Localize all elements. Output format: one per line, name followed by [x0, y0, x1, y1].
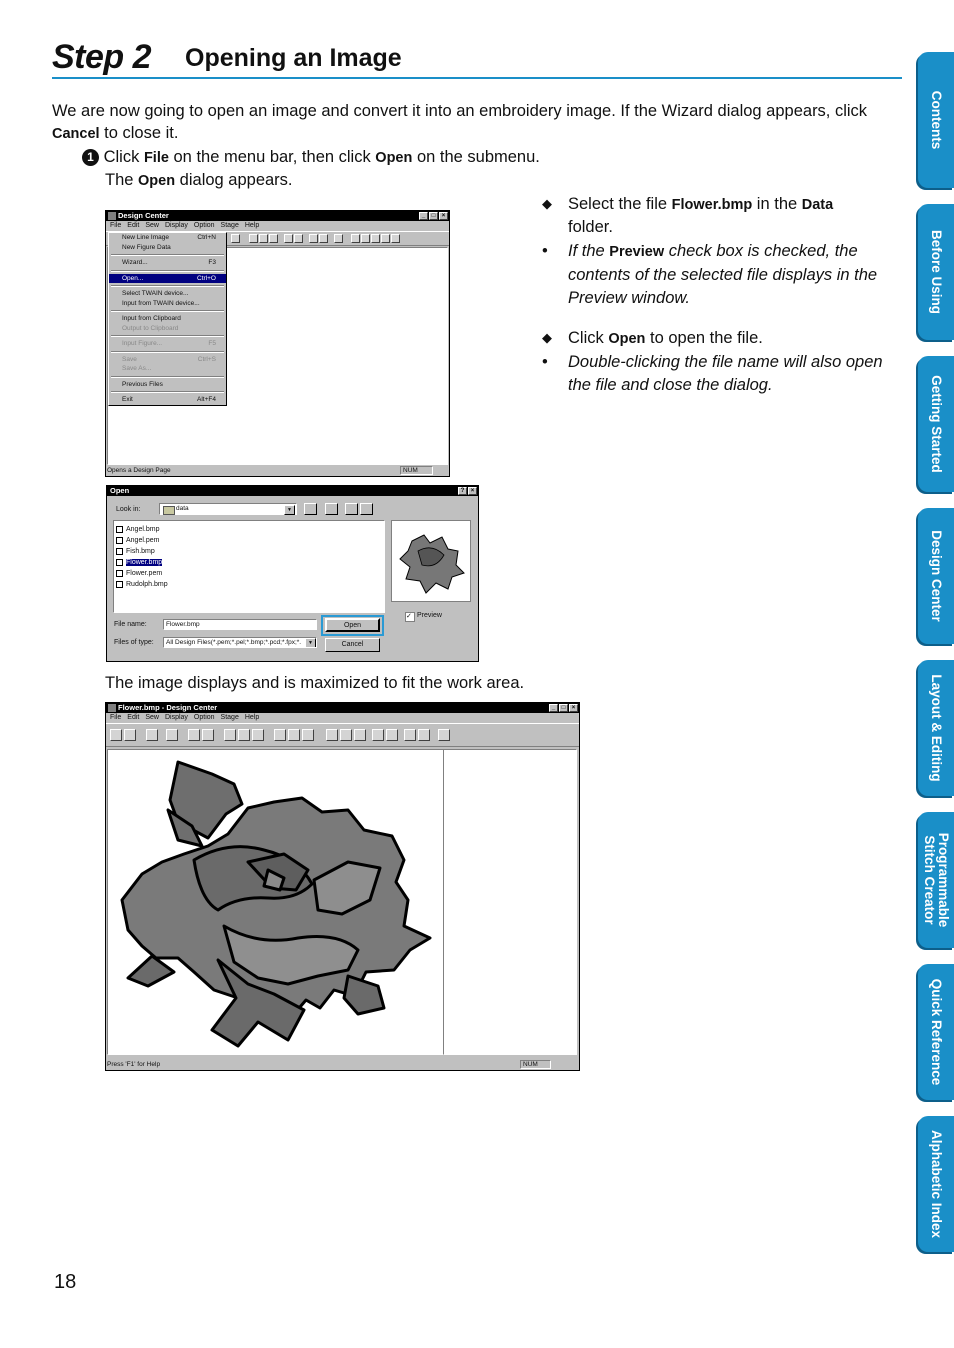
tool-button[interactable]	[231, 234, 240, 243]
menu-separator	[111, 310, 224, 312]
window-title: Flower.bmp - Design Center	[118, 703, 218, 712]
tool-button[interactable]	[110, 729, 122, 741]
tool-button[interactable]	[284, 234, 293, 243]
file-icon	[116, 537, 123, 544]
chevron-down-icon[interactable]: ▼	[284, 505, 295, 515]
chevron-down-icon[interactable]: ▼	[305, 638, 316, 648]
details-view-button[interactable]	[360, 503, 373, 515]
menu-item[interactable]: Previous Files	[122, 380, 163, 388]
menu-separator	[111, 376, 224, 378]
num-indicator: NUM	[400, 466, 433, 475]
flower-design-window	[105, 702, 580, 1071]
look-in-label: Look in:	[116, 506, 141, 513]
side-panel	[443, 749, 577, 1055]
menu-option[interactable]: Option	[193, 714, 215, 721]
open-dialog	[106, 485, 479, 662]
step-number-badge: 1	[82, 149, 99, 166]
file-list	[113, 520, 385, 613]
menu-item[interactable]: New Figure Data	[122, 243, 171, 251]
tool-button[interactable]	[386, 729, 398, 741]
menu-item: Output to Clipboard	[122, 324, 179, 332]
menu-item[interactable]: Open... Ctrl+O	[109, 274, 226, 284]
menu-item: Save Ctrl+S	[122, 355, 216, 363]
file-list-item[interactable]: Angel.bmp	[114, 524, 384, 535]
dialog-titlebar	[107, 486, 478, 496]
up-one-level-button[interactable]	[304, 503, 317, 515]
rose-image	[108, 750, 443, 1054]
file-list-item[interactable]: Flower.pem	[114, 568, 384, 579]
num-indicator: NUM	[520, 1060, 551, 1069]
menu-display[interactable]: Display	[164, 714, 188, 721]
menu-edit[interactable]: Edit	[127, 714, 140, 721]
file-list-item[interactable]: Fish.bmp	[114, 546, 384, 557]
minimize-button[interactable]: _	[419, 212, 428, 220]
menu-stage[interactable]: Stage	[220, 222, 239, 229]
tool-button[interactable]	[274, 729, 286, 741]
page-number: 18	[54, 1271, 77, 1293]
menu-item: Input Figure... F5	[122, 340, 216, 347]
new-folder-button[interactable]	[325, 503, 338, 515]
open-button[interactable]: Open	[325, 618, 380, 632]
note-click-open: ◆ Click Open to open the file.	[542, 329, 763, 347]
window-title: Design Center	[118, 211, 169, 220]
tool-button[interactable]	[319, 234, 328, 243]
window-titlebar	[106, 703, 579, 713]
note-double-click: • Double-clicking the file name will also open the file and close the dialog.	[542, 353, 883, 394]
menu-display[interactable]: Display	[164, 222, 188, 229]
minimize-button[interactable]: _	[549, 704, 558, 712]
menu-help[interactable]: Help	[244, 222, 260, 229]
tool-button[interactable]	[391, 234, 400, 243]
diamond-bullet-icon: ◆	[542, 330, 552, 345]
menu-item[interactable]: Select TWAIN device...	[122, 290, 189, 297]
file-list-item[interactable]: Rudolph.bmp	[114, 579, 384, 590]
tool-button[interactable]	[238, 729, 250, 741]
status-bar: Opens a Design Page NUM	[107, 466, 448, 475]
menu-help[interactable]: Help	[244, 714, 260, 721]
menu-sew[interactable]: Sew	[145, 222, 159, 229]
window-titlebar	[106, 211, 449, 221]
file-list-item[interactable]: Flower.bmp	[114, 557, 384, 568]
dialog-title: Open	[110, 486, 130, 495]
tool-button[interactable]	[438, 729, 450, 741]
tool-button[interactable]	[269, 234, 278, 243]
tool-button[interactable]	[288, 729, 300, 741]
preview-checkbox[interactable]: ✓	[405, 612, 415, 622]
tab-quick-reference[interactable]: Quick Reference	[918, 964, 954, 1100]
tool-button[interactable]	[249, 234, 258, 243]
look-in-select[interactable]: data ▼	[159, 503, 297, 515]
tool-button[interactable]	[294, 234, 303, 243]
menu-bar	[106, 713, 579, 723]
page-title: Opening an Image	[185, 44, 402, 72]
status-bar: Press 'F1' for Help NUM	[107, 1060, 578, 1069]
file-name-input[interactable]: Flower.bmp	[163, 619, 317, 630]
tool-button[interactable]	[361, 234, 370, 243]
tool-button[interactable]	[372, 729, 384, 741]
tool-button[interactable]	[354, 729, 366, 741]
tool-button[interactable]	[124, 729, 136, 741]
tool-button[interactable]	[146, 729, 158, 741]
menu-separator	[111, 391, 224, 393]
menu-stage[interactable]: Stage	[220, 714, 239, 721]
folder-icon	[163, 506, 175, 515]
menu-separator	[111, 270, 224, 272]
menu-item: Save As...	[122, 365, 152, 372]
help-button[interactable]: ?	[458, 487, 467, 495]
file-name-label: File name:	[114, 621, 147, 628]
tool-button[interactable]	[302, 729, 314, 741]
design-center-window	[105, 210, 450, 477]
menu-item[interactable]: New Line Image Ctrl+N	[122, 234, 216, 241]
intro-paragraph: We are now going to open an image and convert it into an embroidery image. If the Wizard dialog appears, click Cancel to close it.	[52, 102, 868, 142]
maximize-button[interactable]: □	[559, 704, 568, 712]
tool-button[interactable]	[259, 234, 268, 243]
menu-item[interactable]: Input from TWAIN device...	[122, 299, 200, 307]
menu-bar	[106, 221, 449, 231]
image-area	[107, 749, 444, 1055]
image-caption: The image displays and is maximized to fit the work area.	[105, 674, 525, 692]
tool-button[interactable]	[381, 234, 390, 243]
close-button[interactable]: ×	[468, 487, 477, 495]
file-type-label: Files of type:	[114, 639, 154, 646]
step-1-result: The Open dialog appears.	[105, 171, 293, 189]
file-icon	[116, 548, 123, 555]
tab-alphabetic-index[interactable]: Alphabetic Index	[918, 1116, 954, 1252]
tool-button[interactable]	[404, 729, 416, 741]
menu-sew[interactable]: Sew	[145, 714, 159, 721]
tool-button[interactable]	[340, 729, 352, 741]
file-type-select[interactable]: All Design Files(*.pem;*.pel;*.bmp;*.pcd;*.fpx;*. ▼	[163, 637, 317, 648]
tab-programmable-stitch-creator[interactable]: Programmable Stitch Creator	[918, 812, 954, 948]
file-list-item[interactable]: Angel.pem	[114, 535, 384, 546]
file-icon	[116, 526, 123, 533]
file-menu-dropdown	[108, 232, 227, 406]
menu-option[interactable]: Option	[193, 222, 215, 229]
tab-before-using[interactable]: Before Using	[918, 204, 954, 340]
rose-preview-image	[392, 521, 470, 601]
preview-label: Preview	[417, 612, 442, 619]
maximize-button[interactable]: □	[429, 212, 438, 220]
menu-separator	[111, 335, 224, 337]
diamond-bullet-icon: ◆	[542, 196, 552, 211]
step-1: 1 Click File on the menu bar, then click Open on the submenu.	[82, 146, 862, 169]
tool-button[interactable]	[202, 729, 214, 741]
list-view-button[interactable]	[345, 503, 358, 515]
heading-rule	[52, 77, 902, 79]
menu-separator	[111, 351, 224, 353]
file-icon	[116, 570, 123, 577]
tab-layout-editing[interactable]: Layout & Editing	[918, 660, 954, 796]
tool-button[interactable]	[326, 729, 338, 741]
tab-getting-started[interactable]: Getting Started	[918, 356, 954, 492]
tab-contents[interactable]: Contents	[918, 52, 954, 188]
tab-design-center[interactable]: Design Center	[918, 508, 954, 644]
app-icon	[108, 704, 116, 712]
cancel-button[interactable]: Cancel	[325, 638, 380, 652]
toolbar	[106, 723, 579, 747]
menu-item[interactable]: Input from Clipboard	[122, 315, 181, 322]
menu-separator	[111, 254, 224, 256]
tool-button[interactable]	[166, 729, 178, 741]
dot-bullet-icon: •	[542, 242, 548, 260]
tool-button[interactable]	[252, 729, 264, 741]
tool-button[interactable]	[188, 729, 200, 741]
note-preview: • If the Preview check box is checked, the contents of the selected file displays in the Preview window.	[542, 242, 878, 307]
menu-item[interactable]: Wizard... F3	[122, 259, 216, 266]
preview-pane	[391, 520, 471, 602]
tool-button[interactable]	[371, 234, 380, 243]
app-icon	[108, 212, 116, 220]
file-icon	[116, 559, 123, 566]
menu-separator	[111, 285, 224, 287]
file-icon	[116, 581, 123, 588]
tool-button[interactable]	[309, 234, 318, 243]
close-button[interactable]: ×	[439, 212, 448, 220]
menu-edit[interactable]: Edit	[127, 222, 140, 229]
tool-button[interactable]	[224, 729, 236, 741]
close-button[interactable]: ×	[569, 704, 578, 712]
menu-file[interactable]: File	[110, 714, 122, 721]
tool-button[interactable]	[418, 729, 430, 741]
step-label: Step 2	[52, 38, 152, 76]
tool-button[interactable]	[351, 234, 360, 243]
menu-file[interactable]: File	[110, 222, 122, 229]
dot-bullet-icon: •	[542, 353, 548, 371]
tool-button[interactable]	[334, 234, 343, 243]
note-select-file: ◆ Select the file Flower.bmp in the Data folder.	[542, 195, 834, 236]
menu-item[interactable]: Exit Alt+F4	[122, 396, 216, 403]
